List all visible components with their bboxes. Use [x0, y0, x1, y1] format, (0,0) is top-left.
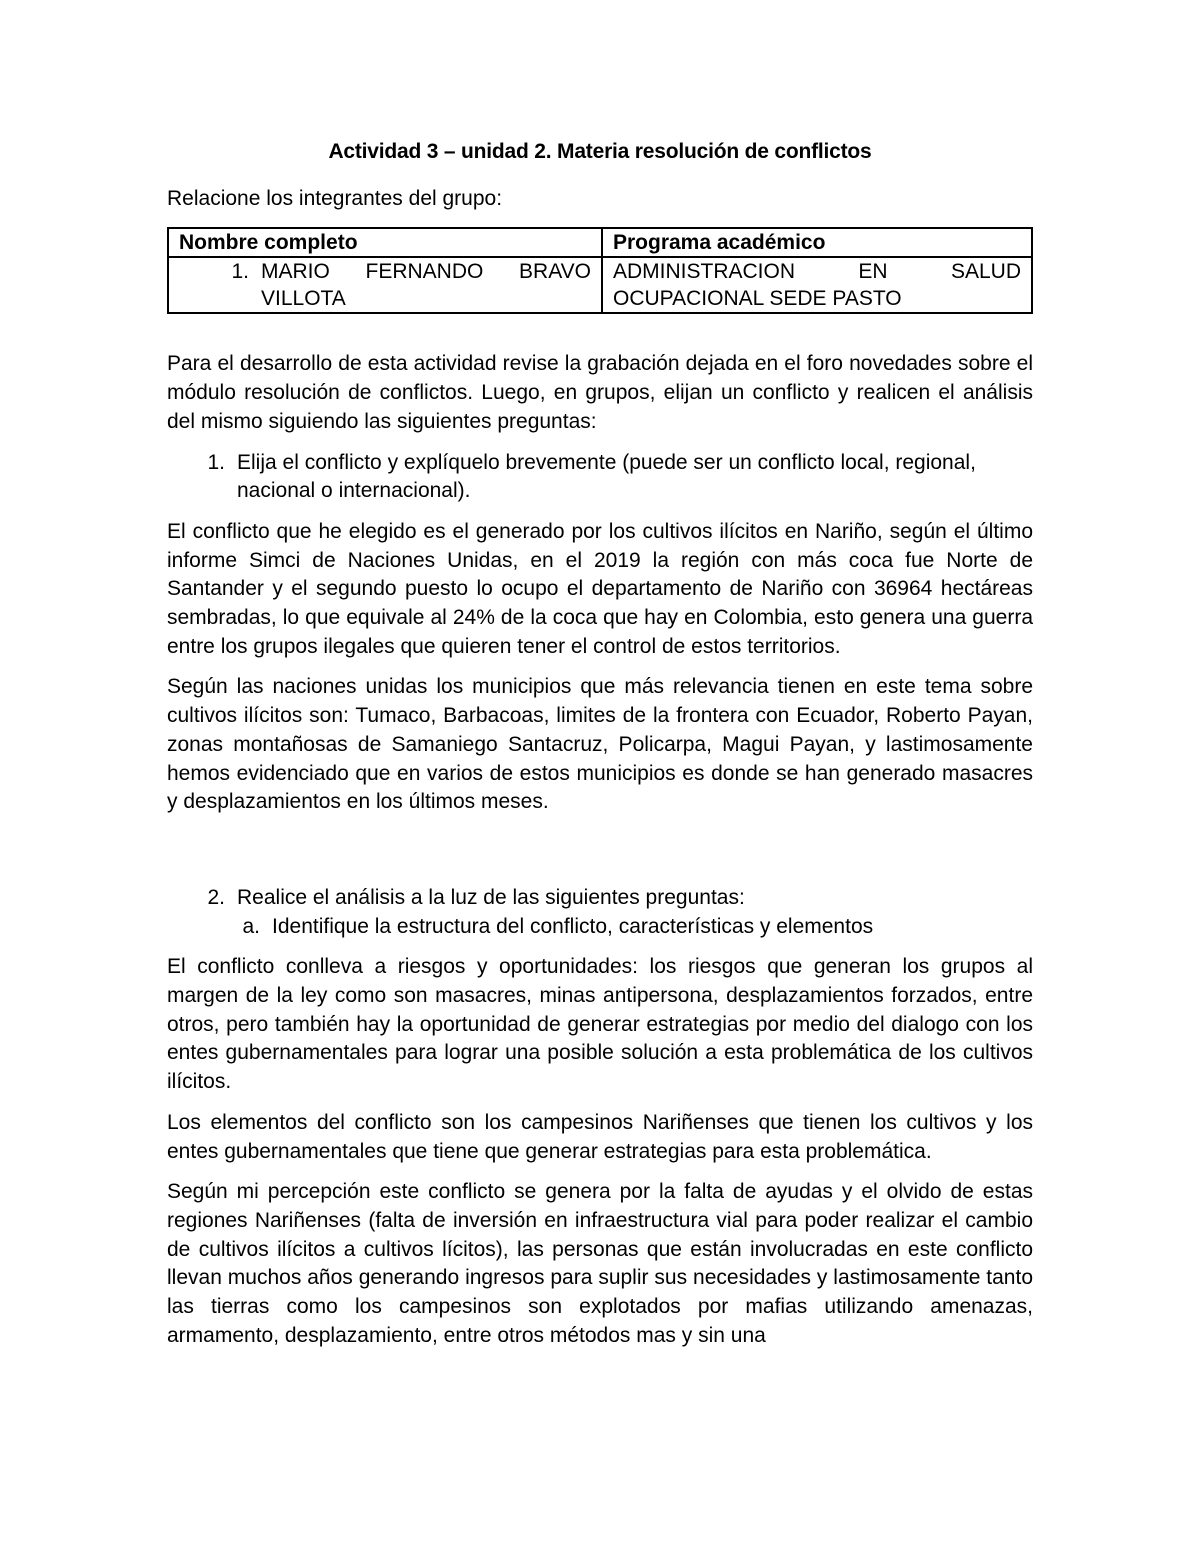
member-name: MARIO FERNANDO BRAVO VILLOTA: [261, 260, 591, 311]
instructions-paragraph: Para el desarrollo de esta actividad revise la grabación dejada en el foro novedades sobre el módulo resolución de conflictos. Luego, en grupos, elijan un conflicto y realicen el análisis del mismo siguiendo las siguientes preguntas:: [167, 352, 1033, 433]
answer-1-paragraph-1: El conflicto que he elegido es el generado por los cultivos ilícitos en Nariño, según el último informe Simci de Naciones Unidas, en el 2019 la región con más coca fue Norte de Santander y el segundo puesto lo ocupo el departamento de Nariño con 36964 hectáreas sembradas, lo que equivale al 24% de la coca que hay en Colombia, esto genera una guerra entre los grupos ilegales que quieren tener el control de estos territorios.: [167, 519, 1033, 658]
header-nombre: Nombre completo: [168, 228, 602, 257]
document-page: [167, 138, 1033, 1363]
intro-text: Relacione los integrantes del grupo:: [167, 186, 503, 210]
document-title: Actividad 3 – unidad 2. Materia resolución de conflictos: [328, 140, 872, 163]
question-2-number: 2.: [207, 885, 225, 909]
answer-1-paragraph-2: Según las naciones unidas los municipios que más relevancia tienen en este tema sobre cultivos ilícitos son: Tumaco, Barbacoas, limites de la frontera con Ecuador, Roberto Payan, zonas montañosas de Samaniego Santacruz, Policarpa, Magui Payan, y lastimosamente hemos evidenciado que en varios de estos municipios es donde se han generado masacres y desplazamientos en los últimos meses.: [167, 675, 1033, 814]
question-2a-letter: a.: [242, 914, 260, 938]
question-1-number: 1.: [207, 450, 225, 474]
question-2-text: Realice el análisis a la luz de las siguientes preguntas:: [237, 885, 745, 909]
table-header-row: [168, 228, 1032, 257]
table-row: [168, 257, 1032, 313]
member-program: ADMINISTRACION EN SALUD OCUPACIONAL SEDE PASTO: [613, 260, 1021, 311]
answer-2-paragraph-3: Según mi percepción este conflicto se genera por la falta de ayudas y el olvido de estas regiones Nariñenses (falta de inversión en infraestructura vial para poder realizar el cambio de cultivos ilícitos a cultivos lícitos), las personas que están involucradas en este conflicto llevan muchos años generando ingresos para suplir sus necesidades y lastimosamente tanto las tierras como los campesinos son explotados por mafias utilizando amenazas, armamento, desplazamiento, entre otros métodos mas y sin una: [167, 1180, 1033, 1347]
question-2a: [167, 913, 1033, 942]
spacer: [167, 829, 1033, 884]
header-programa: Programa académico: [602, 228, 1032, 257]
answer-2-paragraph-1: El conflicto conlleva a riesgos y oportunidades: los riesgos que generan los grupos al margen de la ley como son masacres, minas antipersona, desplazamientos forzados, entre otros, pero también hay la oportunidad de generar estrategias por medio del dialogo con los entes gubernamentales para lograr una posible solución a esta problemática de los cultivos ilícitos.: [167, 955, 1033, 1094]
question-1: [167, 449, 1033, 506]
member-program-cell: [602, 257, 1032, 313]
member-name-cell: [168, 257, 602, 313]
members-table: [167, 227, 1033, 314]
question-2: [167, 884, 1033, 913]
question-1-text: Elija el conflicto y explíquelo brevemente (puede ser un conflicto local, regional, nacional o internacional).: [237, 450, 976, 503]
member-number: 1.: [231, 260, 249, 284]
question-2a-text: Identifique la estructura del conflicto, características y elementos: [272, 914, 874, 938]
answer-2-paragraph-2: Los elementos del conflicto son los campesinos Nariñenses que tienen los cultivos y los entes gubernamentales que tiene que generar estrategias para esta problemática.: [167, 1110, 1033, 1163]
